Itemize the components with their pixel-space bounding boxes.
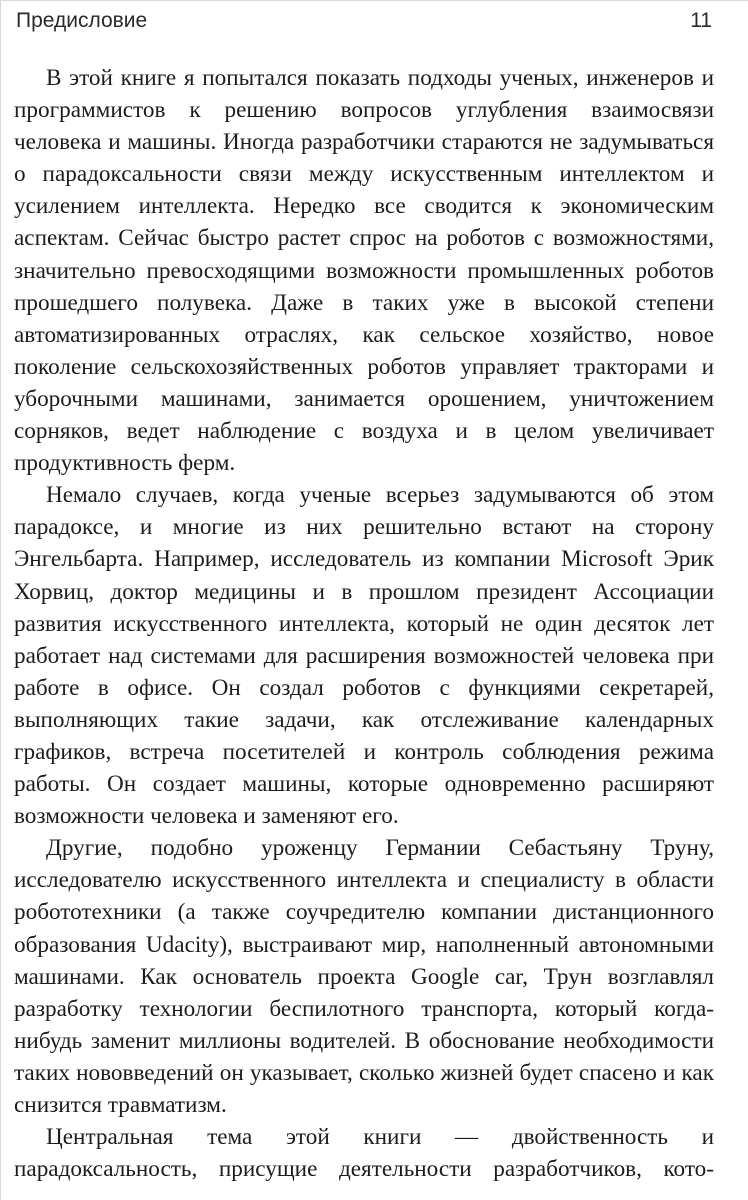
body-text <box>14 62 714 1185</box>
paragraph-3: Другие, подобно уроженцу Германии Себастьяну Труну, исследователю искусственного интеллекта и специалисту в области робототехники (а также соучредителю компании дистанционного образования Udacity), выстраивают мир, наполненный автономными машинами. Как основатель проекта Google car, Трун возглавлял разработку технологии беспилотного транспорта, который когда-нибудь заменит миллионы водителей. В обоснование необходимости таких нововведений он указывает, сколько жизней будет спасено и как снизится травматизм. <box>14 835 714 1118</box>
left-border <box>0 0 1 1200</box>
paragraph-1: В этой книге я попытался показать подходы ученых, инженеров и программистов к решению вопросов углубления взаимосвязи человека и машины. Иногда разработчики стараются не задумываться о парадоксальности связи между искусственным интеллектом и усилением интеллекта. Нередко все сводится к экономическим аспектам. Сейчас быстро растет спрос на роботов с возможностями, значительно превосходящими возможности промышленных роботов прошедшего полувека. Даже в таких уже в высокой степени автоматизированных отраслях, как сельское хозяйство, новое поколение сельскохозяйственных роботов управляет тракторами и уборочными машинами, занимается орошением, уничтожением сорняков, ведет наблюдение с воздуха и в целом увеличивает продуктивность ферм. <box>14 65 714 477</box>
section-title: Предисловие <box>16 9 148 32</box>
running-header <box>16 4 712 38</box>
page-number: 11 <box>690 9 712 32</box>
paragraph-4: Центральная тема этой книги — двойственность и парадоксальность, присущие деятельности разработчиков, кото- <box>14 1124 714 1183</box>
top-border <box>0 0 748 1</box>
paragraph-2: Немало случаев, когда ученые всерьез задумываются об этом парадоксе, и многие из них решительно встают на сторону Энгельбарта. Например, исследователь из компании Microsoft Эрик Хорвиц, доктор медицины и в прошлом президент Ассоциации развития искусственного интеллекта, который не один десяток лет работает над системами для расширения возможностей человека при работе в офисе. Он создал роботов с функциями секретарей, выполняющих такие задачи, как отслеживание календарных графиков, встреча посетителей и контроль соблюдения режима работы. Он создает машины, которые одновременно расширяют возможности человека и заменяют его. <box>14 482 714 830</box>
